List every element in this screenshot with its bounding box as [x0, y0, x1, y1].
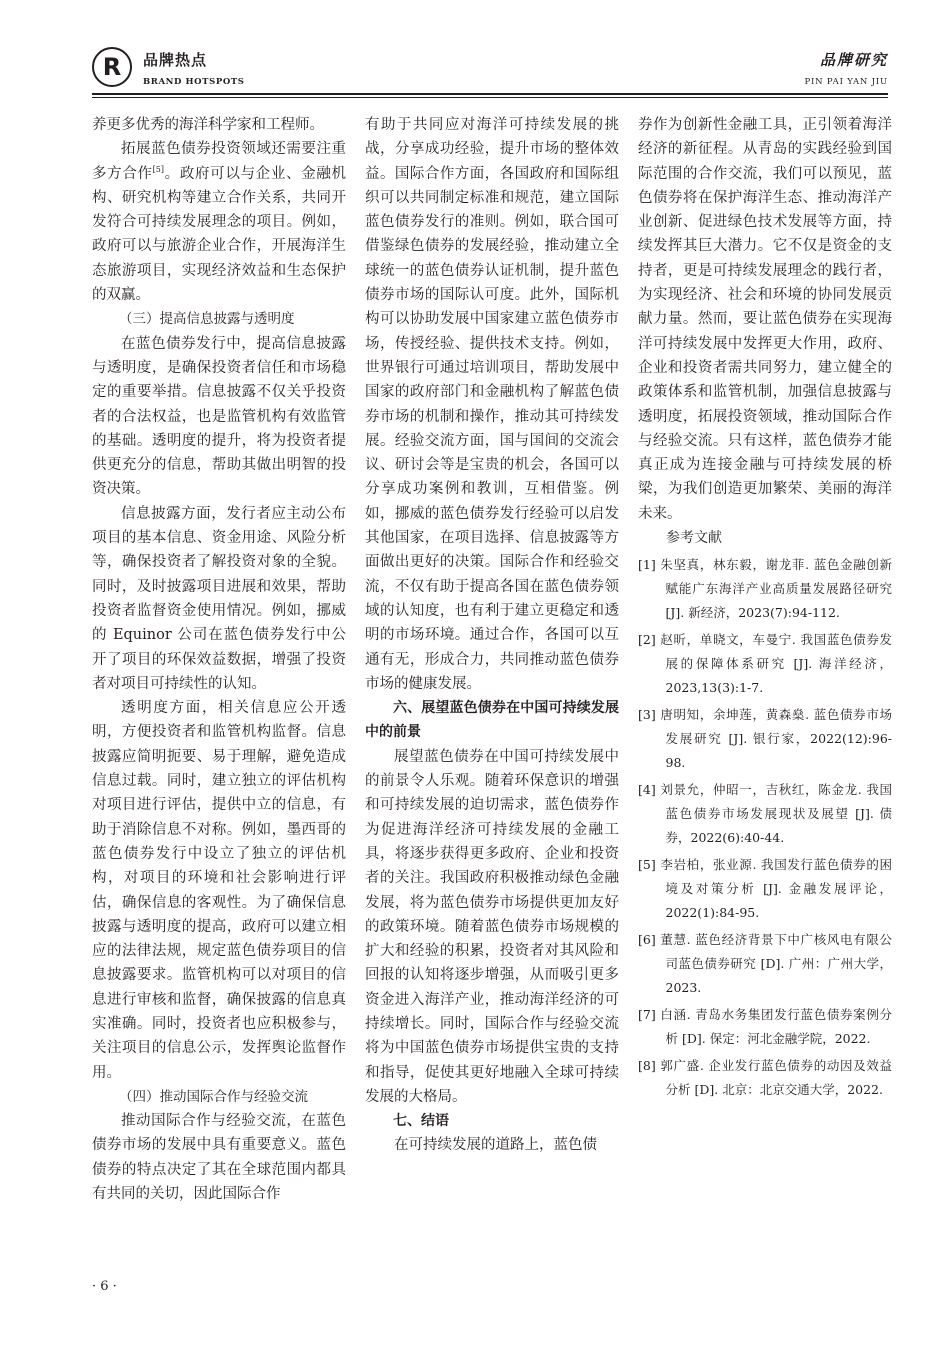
reference-item: [7] 白涵. 青岛水务集团发行蓝色债券案例分析 [D]. 保定：河北金融学院，2022. [638, 1007, 892, 1047]
section-heading: 七、结语 [393, 1113, 449, 1130]
text-column-2 [365, 113, 619, 1158]
paragraph: 透明度方面，相关信息应公开透明，方便投资者和监管机构监督。信息披露应简明扼要、易于理解，避免造成信息过载。同时，建立独立的评估机构对项目进行评估，提供中立的信息，有助于消除信息不对称。例如，墨西哥的蓝色债券发行中设立了独立的评估机构，对项目的环境和社会影响进行评估，确保信息的客观性。为了确保信息披露与透明度的提高，政府可以建立相应的法律法规，规定蓝色债券项目的信息披露要求。监管机构可以对项目的信息进行审核和监督，确保披露的信息真实准确。同时，投资者也应积极参与，关注项目的信息公示，发挥舆论监督作用。 [92, 700, 346, 1081]
references-heading: 参考文献 [666, 530, 722, 547]
reference-item: [1] 朱坚真，林东毅，谢龙菲. 蓝色金融创新赋能广东海洋产业高质量发展路径研究 [J]. 新经济，2023(7):94-112. [638, 557, 892, 621]
text-column-1 [92, 113, 346, 1206]
reference-item: [6] 董慧. 蓝色经济背景下中广核风电有限公司蓝色债券研究 [D]. 广州：广州大学，2023. [638, 932, 892, 996]
column-title-cn: 品牌研究 [819, 51, 888, 69]
page-header [0, 0, 950, 100]
reference-item: [2] 赵昕，单晓文，车曼宁. 我国蓝色债券发展的保障体系研究 [J]. 海洋经济，2023,13(3):1-7. [638, 632, 892, 696]
header-rule-thick [92, 93, 888, 95]
paragraph: 券作为创新性金融工具，正引领着海洋经济的新征程。从青岛的实践经验到国际范围的合作交流，我们可以预见，蓝色债券将在保护海洋生态、推动海洋产业创新、促进绿色技术发展等方面，持续发挥其巨大潜力。它不仅是资金的支持者，更是可持续发展理念的践行者，为实现经济、社会和环境的协同发展贡献力量。然而，要让蓝色债券在实现海洋可持续发展中发挥更大作用，政府、企业和投资者需共同努力，建立健全的政策体系和监管机制，加强信息披露与透明度，拓展投资领域，推动国际合作与经验交流。只有这样，蓝色债券才能真正成为连接金融与可持续发展的桥梁，为我们创造更加繁荣、美丽的海洋未来。 [638, 117, 892, 522]
paragraph: 在可持续发展的道路上，蓝色债 [394, 1137, 597, 1154]
subsection-heading: （三）提高信息披露与透明度 [119, 311, 295, 328]
brand-title-en: BRAND HOTSPOTS [143, 77, 245, 87]
registered-brand-logo [92, 47, 132, 87]
text-segment: 拓展蓝色债券投资领域还需要注重多方合作 [92, 141, 346, 182]
logo-letter: R [102, 53, 122, 81]
paragraph: 养更多优秀的海洋科学家和工程师。 [92, 117, 324, 133]
paragraph: 信息披露方面，发行者应主动公布项目的基本信息、资金用途、风险分析等，确保投资者了解投资对象的全貌。同时，及时披露项目进展和效果，帮助投资者监督资金使用情况。例如，挪威的 Equinor 公司在蓝色债券发行中公开了项目的环保效益数据，增强了投资者对项目可持续性的认知。 [92, 505, 346, 692]
reference-item: [3] 唐明知，余坤莲，黄森燊. 蓝色债券市场发展研究 [J]. 银行家，2022(12):96-98. [638, 707, 892, 771]
paragraph [92, 137, 346, 307]
reference-item: [4] 刘景允，仲昭一，吉秋红，陈金龙. 我国蓝色债券市场发展现状及展望 [J]. 债券，2022(6):40-44. [638, 782, 892, 846]
paragraph: 展望蓝色债券在中国可持续发展中的前景令人乐观。随着环保意识的增强和可持续发展的迫切需求，蓝色债券作为促进海洋经济可持续发展的金融工具，将逐步获得更多政府、企业和投资者的关注。我国政府积极推动绿色金融发展，将为蓝色债券市场提供更加友好的政策环境。随着蓝色债券市场规模的扩大和经验的积累，投资者对其风险和回报的认知将逐步增强，从而吸引更多资金进入海洋产业，推动海洋经济的可持续增长。同时，国际合作与经验交流将为中国蓝色债券市场提供宝贵的支持和指导，促使其更好地融入全球可持续发展的大格局。 [365, 748, 619, 1105]
reference-item: [8] 郭广盛. 企业发行蓝色债券的动因及效益分析 [D]. 北京：北京交通大学，2022. [638, 1058, 892, 1098]
header-rule-thin [92, 97, 888, 98]
text-segment: 。政府可以与企业、金融机构、研究机构等建立合作关系，共同开发符合可持续发展理念的项目。例如，政府可以与旅游企业合作，开展海洋生态旅游项目，实现经济效益和生态保护的双赢。 [92, 165, 347, 304]
reference-item: [5] 李岩柏，张业源. 我国发行蓝色债券的困境及对策分析 [J]. 金融发展评论，2022(1):84-95. [638, 857, 892, 921]
brand-title-cn: 品牌热点 [143, 51, 208, 69]
section-heading: 六、展望蓝色债券在中国可持续发展中的前景 [365, 700, 619, 741]
paragraph: 推动国际合作与经验交流，在蓝色债券市场的发展中具有重要意义。蓝色债券的特点决定了其在全球范围内都具有共同的关切，因此国际合作 [92, 1113, 346, 1203]
page-number: · 6 · [92, 1279, 117, 1294]
paragraph: 在蓝色债券发行中，提高信息披露与透明度，是确保投资者信任和市场稳定的重要举措。信息披露不仅关乎投资者的合法权益，也是监管机构有效监管的基础。透明度的提升，将为投资者提供更充分的信息，帮助其做出明智的投资决策。 [92, 335, 346, 498]
subsection-heading: （四）推动国际合作与经验交流 [119, 1088, 308, 1105]
paragraph: 有助于共同应对海洋可持续发展的挑战，分享成功经验，提升市场的整体效益。国际合作方面，各国政府和国际组织可以共同制定标准和规范，建立国际蓝色债券发行的准则。例如，联合国可借鉴绿色债券的发展经验，推动建立全球统一的蓝色债券认证机制，提升蓝色债券市场的国际认可度。此外，国际机构可以协助发展中国家建立蓝色债券市场，传授经验、提供技术支持。例如，世界银行可通过培训项目，帮助发展中国家的政府部门和金融机构了解蓝色债券市场的机制和操作，推动其可持续发展。经验交流方面，国与国间的交流会议、研讨会等是宝贵的机会，各国可以分享成功案例和教训，互相借鉴。例如，挪威的蓝色债券发行经验可以启发其他国家，在项目选择、信息披露等方面做出更好的决策。国际合作和经验交流，不仅有助于提高各国在蓝色债券领域的认知度，也有利于建立更稳定和透明的市场环境。通过合作，各国可以互通有无，形成合力，共同推动蓝色债券市场的健康发展。 [365, 117, 619, 692]
text-column-3 [638, 113, 892, 1102]
citation-marker: [5] [152, 164, 165, 174]
column-title-en: PIN PAI YAN JIU [804, 77, 888, 87]
